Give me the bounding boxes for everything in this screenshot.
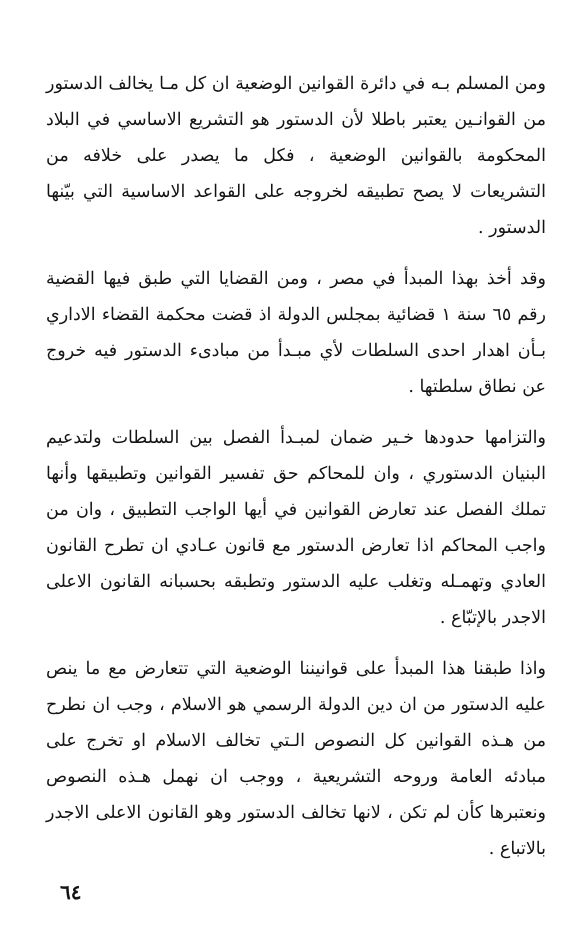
paragraph-2: وقد أخذ بهذا المبدأ في مصر ، ومن القضايا التي طبق فيها القضية رقم ٦٥ سنة ١ قضائية بمجلس الدولة اذ قضت محكمة القضاء الاداري بـأن اهدار احدى السلطات لأي مبـدأ من مبادىء الدستور فيه خروج عن نطاق سلطتها . [46,269,546,397]
paragraph-1: ومن المسلم بـه في دائرة القوانين الوضعية ان كل مـا يخالف الدستور من القوانـين يعتبر باطلا لأن الدستور هو التشريع الاساسي في البلاد المحكومة بالقوانين الوضعية ، فكل ما يصدر على خلافه من التشريعات لا يصح تطبيقه لخروجه على القواعد الاساسية التي بيّنها الدستور . [46,74,546,238]
page-number: ٦٤ [60,880,82,904]
paragraph-4: واذا طبقنا هذا المبدأ على قوانيننا الوضعية التي تتعارض مع ما ينص عليه الدستور من ان دين الدولة الرسمي هو الاسلام ، وجب ان نطرح من هـذه القوانين كل النصوص الـتي تخالف الاسلام او تخرج على مبادئه العامة وروحه التشريعية ، ووجب ان نهمل هـذه النصوص ونعتبرها كأن لم تكن ، لانها تخالف الدستور وهو القانون الاعلى الاجدر بالاتباع . [46,659,546,859]
paragraph-3: والتزامها حدودها خـير ضمان لمبـدأ الفصل بين السلطات ولتدعيم البنيان الدستوري ، وان للمحاكم حق تفسير القوانين وتطبيقها وأنها تملك الفصل عند تعارض القوانين في أيها الواجب التطبيق ، وان من واجب المحاكم اذا تعارض الدستور مع قانون عـادي ان تطرح القانون العادي وتهمـله وتغلب عليه الدستور وتطبقه بحسبانه القانون الاعلى الاجدر بالإتبّاع . [46,428,546,628]
page-body [46,66,546,867]
